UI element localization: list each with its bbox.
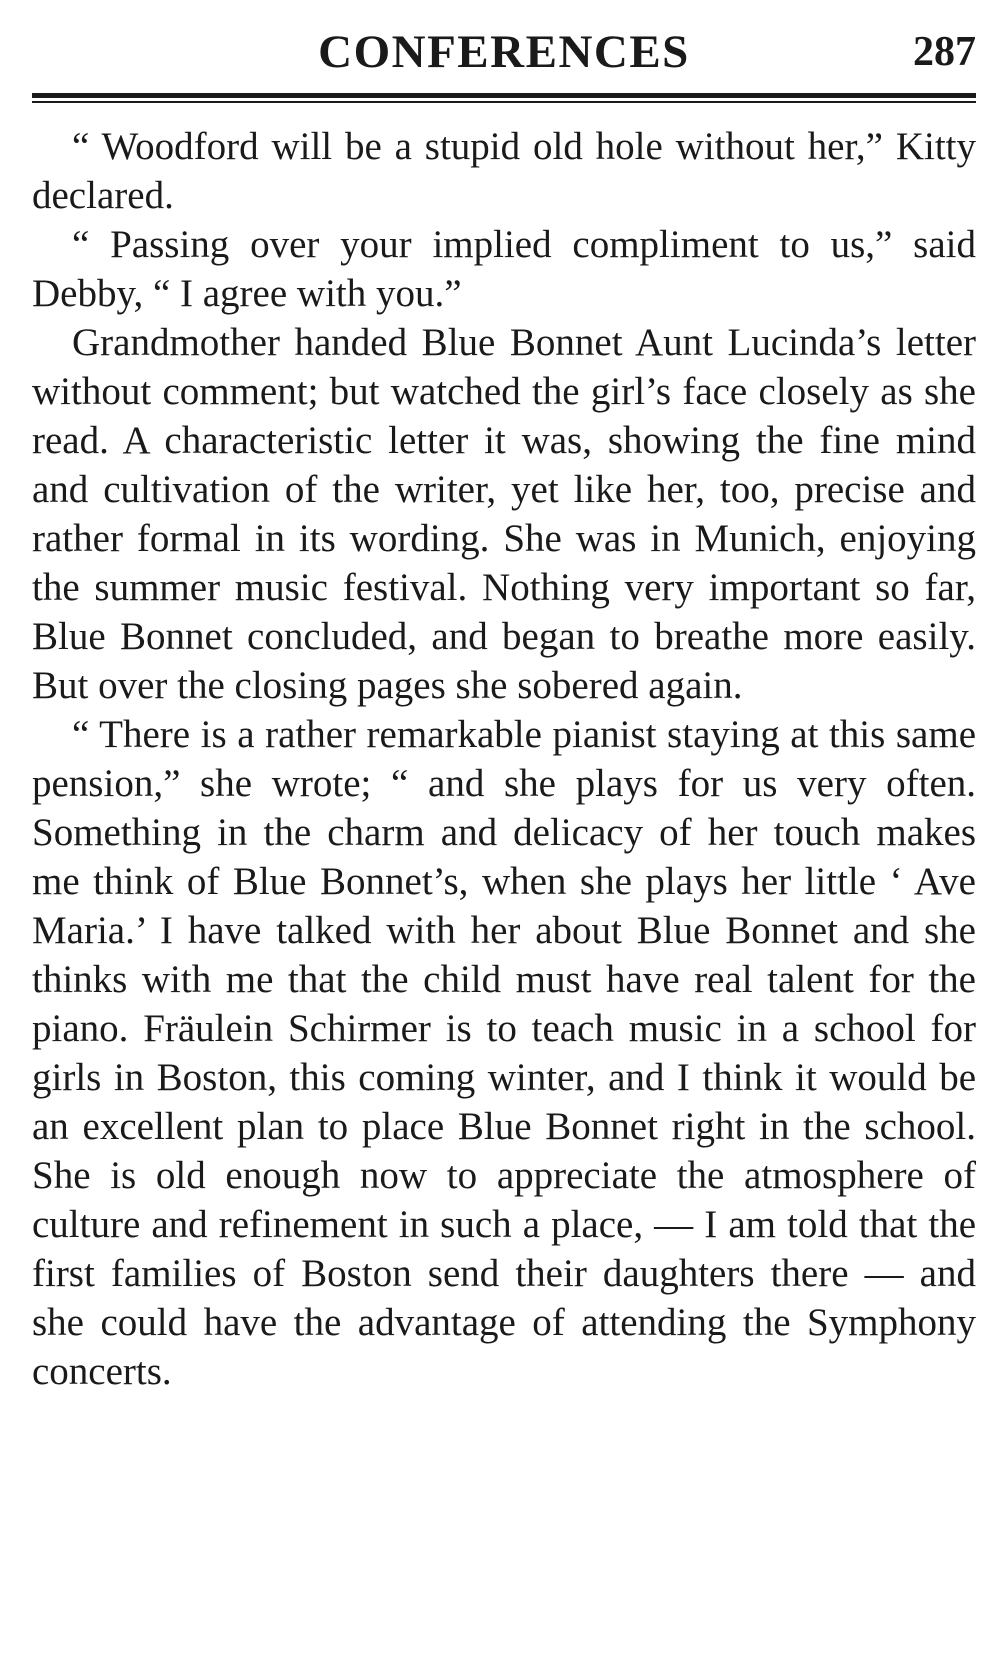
running-title: CONFERENCES xyxy=(318,26,690,78)
paragraph: Grandmother handed Blue Bonnet Aunt Lucinda’s letter without comment; but watched the girl’s face closely as she read. A characteristic letter it was, showing the fine mind and cultivation of the writer, yet like her, too, precise and rather formal in its wording. She was in Munich, enjoying the summer music festival. Nothing very important so far, Blue Bonnet concluded, and began to breathe more easily. But over the closing pages she sobered again. xyxy=(32,321,976,707)
header-rule-thin xyxy=(32,101,976,103)
book-page xyxy=(32,0,976,1662)
page-number: 287 xyxy=(913,29,976,75)
body-text xyxy=(32,122,976,1396)
paragraph: “ Passing over your implied compliment to us,” said Debby, “ I agree with you.” xyxy=(32,223,976,315)
header-rule-thick xyxy=(32,93,976,98)
paragraph: “ Woodford will be a stupid old hole without her,” Kitty declared. xyxy=(32,125,976,217)
page-header xyxy=(32,22,976,82)
paragraph: “ There is a rather remarkable pianist staying at this same pension,” she wrote; “ and she plays for us very often. Something in the charm and delicacy of her touch makes me think of Blue Bonnet’s, when she plays her little ‘ Ave Maria.’ I have talked with her about Blue Bonnet and she thinks with me that the child must have real talent for the piano. Fräulein Schirmer is to teach music in a school for girls in Boston, this coming winter, and I think it would be an excellent plan to place Blue Bonnet right in the school. She is old enough now to appreciate the atmosphere of culture and refinement in such a place, — I am told that the first families of Boston send their daughters there — and she could have the advantage of attending the Symphony concerts. xyxy=(32,713,976,1393)
